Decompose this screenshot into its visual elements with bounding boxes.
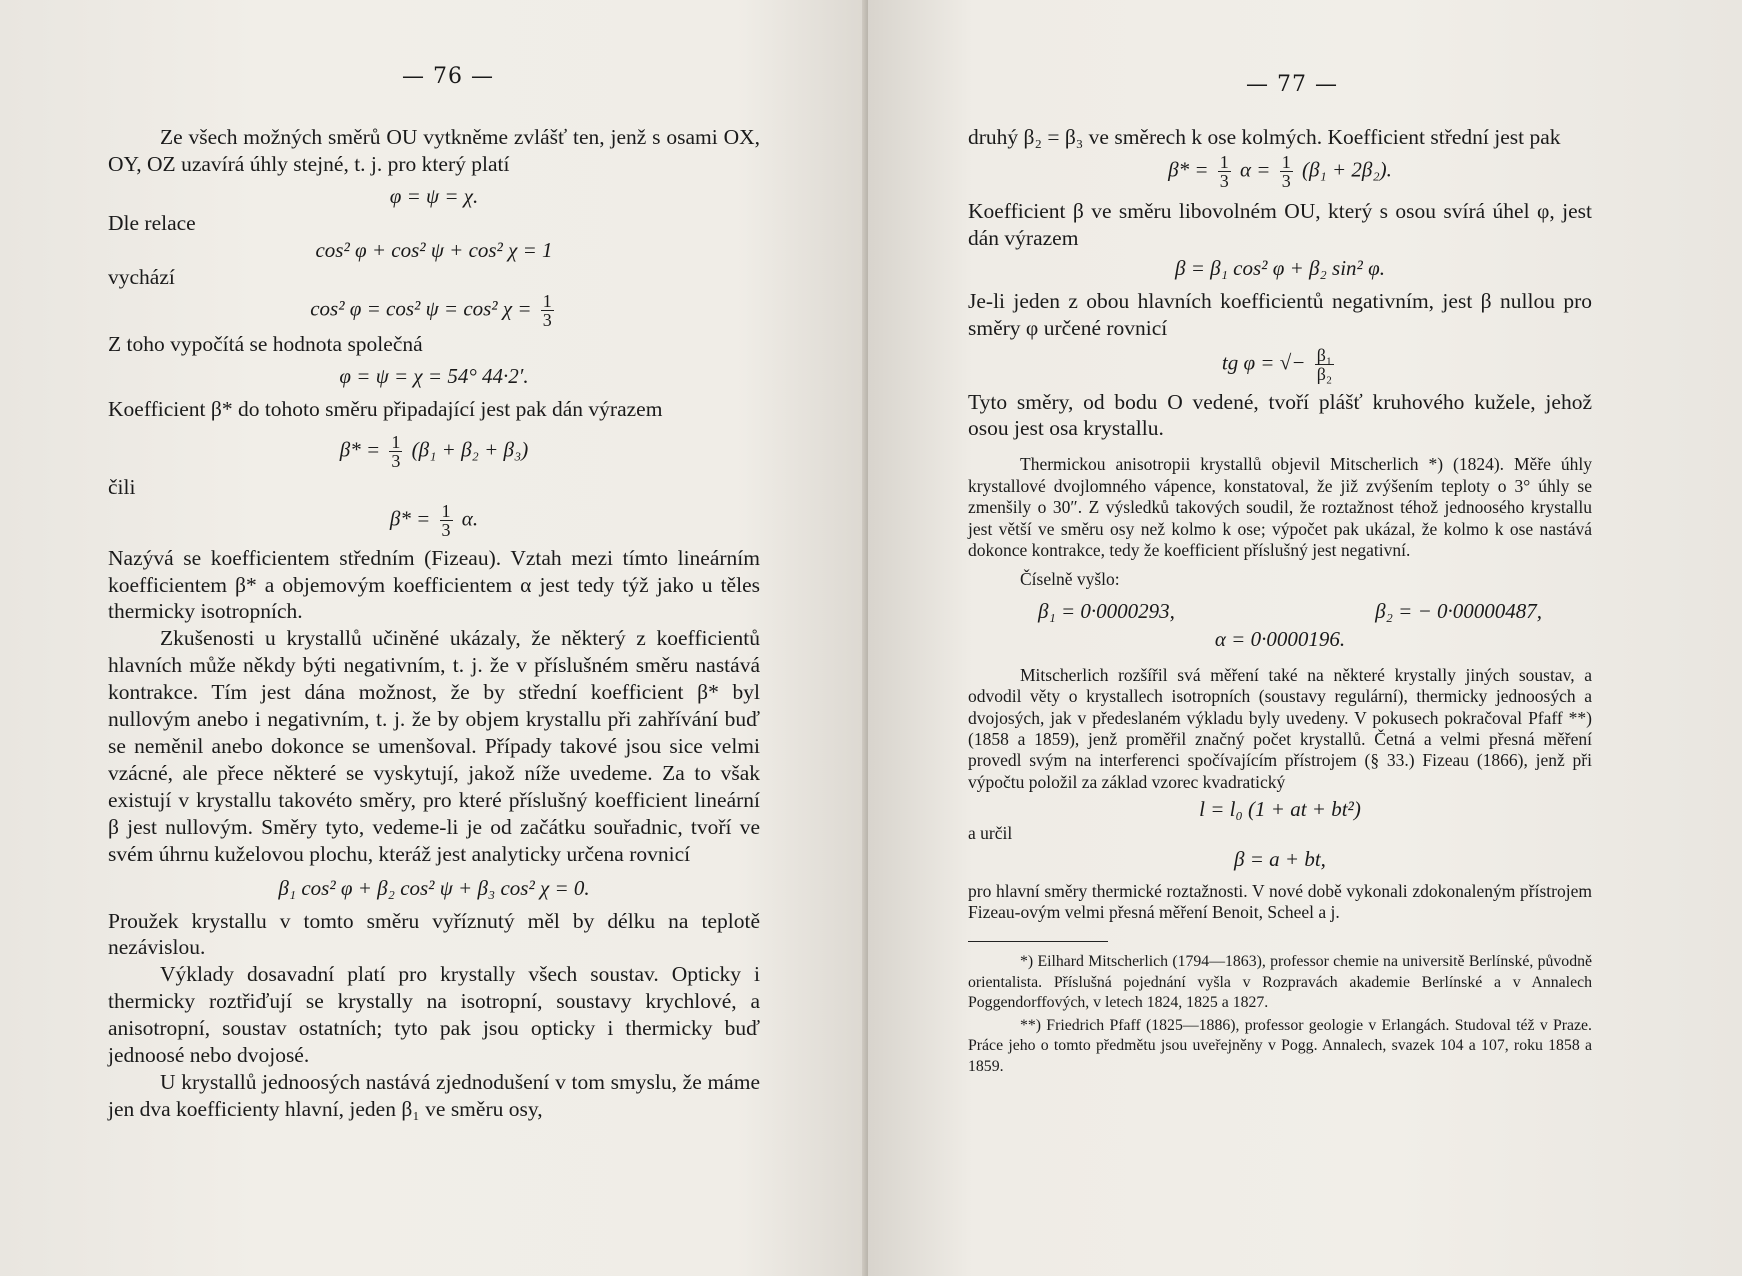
equation-with-fraction: [108, 502, 760, 539]
paragraph: U krystallů jednoosých nastává zjednodušení v tom smyslu, že máme jen dva koefficienty hlavní, jeden β₁ ve směru osy,: [108, 1069, 760, 1121]
footnote: **) Friedrich Pfaff (1825—1886), professor geologie v Erlangách. Studoval též v Praze. Práce jeho o tomto předmětu jsou uveřejněny v Pogg. Annalech, svazek 104 a 107, roku 1858 a 1859.: [968, 1016, 1592, 1075]
equation-with-fraction: [108, 292, 760, 329]
right-column: [968, 124, 1592, 1077]
left-column: [108, 124, 760, 1123]
paragraph: Výklady dosavadní platí pro krystally všech soustav. Opticky i thermicky roztřiďují se krystally na isotropní, soustavy krychlové, a anisotropní, soustav ostatních; tyto pak jsou opticky i thermicky buď jednoosé nebo dvojosé.: [108, 962, 760, 1068]
equation: φ = ψ = χ = 54° 44·2′.: [339, 363, 529, 388]
equation: β₁ cos² φ + β₂ cos² ψ + β₃ cos² χ = 0.: [278, 875, 590, 900]
equation: β = a + bt,: [1234, 846, 1326, 871]
paragraph-small: Mitscherlich rozšířil svá měření také na některé krystally jiných soustav, a odvodil věty o krystallech isotropních (soustavy regulární), thermicky jednoosých a dvojosých, jak v předeslaném výkladu byly uvedeny. V pokusech pokračoval Pfaff **) (1858 a 1859), jenž proměřil značný počet krystallů. Četná a velmi přesná měření provedl svým na interferenci spočívajícím přístrojem (§ 33.) Fizeau (1866), jenž při výpočtu položil za základ vzorec kvadratický: [968, 664, 1592, 792]
fraction: [1315, 346, 1334, 383]
paragraph: Koefficient β ve směru libovolném OU, který s osou svírá úhel φ, jest dán výrazem: [968, 198, 1592, 250]
paragraph-small: Číselně vyšlo:: [1020, 569, 1120, 590]
equation-with-fraction: [968, 153, 1592, 190]
equation: β = β₁ cos² φ + β₂ sin² φ.: [1175, 255, 1385, 280]
label-text: a určil: [968, 823, 1013, 844]
paragraph: Zkušenosti u krystallů učiněné ukázaly, že některý z koefficientů hlavních může někdy býti negativním, t. j. že v příslušném směru nastává kontrakce. Tím jest dána možnost, že by střední koefficient β* byl nullovým anebo i negativním, t. j. že by objem krystallu při zahřívání buď se neměnil anebo dokonce se umenšoval. Případy takové jsou sice velmi vzácné, ale přece některé se vyskytují, jakož níže uvedeme. Za to však existují v krystallu takovéto směry, pro které příslušný koefficient lineární β jest nullovým. Směry tyto, vedeme-li je od začátku souřadnic, tvoří ve svém úhrnu kuželovou plochu, kteráž jest analyticky určena rovnicí: [108, 626, 760, 866]
equation-with-fraction: [968, 346, 1592, 383]
equation-part: α =: [1240, 157, 1271, 182]
fraction-numerator: 1: [391, 431, 401, 452]
equation: cos² φ + cos² ψ + cos² χ = 1: [315, 237, 553, 262]
page-number: — 76 —: [402, 64, 494, 89]
fraction: [1280, 153, 1293, 190]
equation: φ = ψ = χ.: [389, 183, 479, 208]
paragraph: Koefficient β* do tohoto směru připadající jest pak dán výrazem: [108, 396, 663, 421]
paragraph-small: Thermickou anisotropii krystallů objevil Mitscherlich *) (1824). Měře úhly krystallové dvojlomného vápence, konstatoval, že již zvýšením teploty o 3° úhly se zmenšily o 30″. Z výsledků takových soudil, že roztažnost téhož jednoosého krystallu jest větší ve směru osy než kolmo k ose; výpočet pak ukázal, že kolmo k ose nastává dokonce kontrakce, tedy že koefficient příslušný jest negativní.: [968, 454, 1592, 560]
paragraph: Proužek krystallu v tomto směru vyříznutý měl by délku na teplotě nezávislou.: [108, 908, 760, 960]
label-text: vychází: [108, 264, 175, 289]
paragraph: Nazývá se koefficientem středním (Fizeau). Vztah mezi tímto lineárním koefficientem β* a objemovým koefficientem α jest tedy týž jako u těles thermicky isotropních.: [108, 545, 760, 624]
paragraph: Je-li jeden z obou hlavních koefficientů negativním, jest β nullou pro směry φ určené rovnicí: [968, 288, 1592, 340]
page-number: — 77 —: [1246, 72, 1338, 97]
fraction-denominator: 3: [391, 450, 401, 471]
paragraph-small: pro hlavní směry thermické roztažnosti. V nové době vykonali zdokonaleným přístrojem Fizeau-ovým velmi přesná měření Benoit, Scheel a j.: [968, 880, 1592, 923]
right-page: [868, 0, 1742, 1276]
paragraph: Ze všech možných směrů OU vytkněme zvlášť ten, jenž s osami OX, OY, OZ uzavírá úhly stejné, t. j. pro který platí: [108, 125, 760, 176]
fraction-denominator: β₂: [1316, 363, 1333, 384]
fraction-numerator: 1: [1281, 151, 1291, 172]
fraction-denominator: 3: [441, 519, 451, 540]
fraction-numerator: 1: [1219, 151, 1229, 172]
equation-part: β* =: [339, 436, 381, 461]
fraction-denominator: 3: [1219, 170, 1229, 191]
equation: l = l₀ (1 + at + bt²): [1199, 797, 1361, 822]
footnote: *) Eilhard Mitscherlich (1794—1863), professor chemie na universitě Berlínské, původně orientalista. Příslušná pojednání vyšla v Rozpravách akademie Berlínské a v Annalech Poggendorffových, v letech 1824, 1825 a 1827.: [968, 953, 1592, 1012]
left-page: [0, 0, 868, 1276]
fraction: [1218, 153, 1231, 190]
equation-part: (β₁ + 2β₂).: [1301, 157, 1392, 182]
equation-part: β* =: [389, 505, 431, 530]
paragraph: Tyto směry, od bodu O vedené, tvoří plášť kruhového kužele, jehož osou jest osa krystallu.: [968, 389, 1592, 441]
equation-part: (β₁ + β₂ + β₃): [411, 436, 529, 461]
value: α = 0·0000196.: [1214, 626, 1346, 651]
fraction-numerator: 1: [441, 500, 451, 521]
equation-part: α.: [461, 505, 479, 530]
equation-part: tg φ = √−: [1221, 349, 1306, 374]
values-row: [968, 597, 1592, 625]
label-text: Dle relace: [108, 210, 196, 235]
value: β₂ = − 0·00000487,: [1375, 598, 1542, 623]
equation-with-fraction: [108, 433, 760, 470]
paragraph: Z toho vypočítá se hodnota společná: [108, 331, 423, 356]
paragraph: druhý β₂ = β₃ ve směrech k ose kolmých. Koefficient střední jest pak: [968, 125, 1561, 149]
fraction-denominator: 3: [1281, 170, 1291, 191]
fraction: [440, 502, 453, 539]
equation-part: cos² φ = cos² ψ = cos² χ =: [310, 296, 532, 321]
footnote-rule: [968, 941, 1108, 942]
fraction: [541, 292, 554, 329]
fraction-numerator: 1: [542, 290, 552, 311]
label-text: čili: [108, 474, 136, 499]
fraction-numerator: β₁: [1316, 344, 1333, 365]
fraction: [389, 433, 402, 470]
fraction-denominator: 3: [542, 309, 552, 330]
equation-part: β* =: [1168, 157, 1209, 182]
value: β₁ = 0·0000293,: [1038, 598, 1175, 623]
